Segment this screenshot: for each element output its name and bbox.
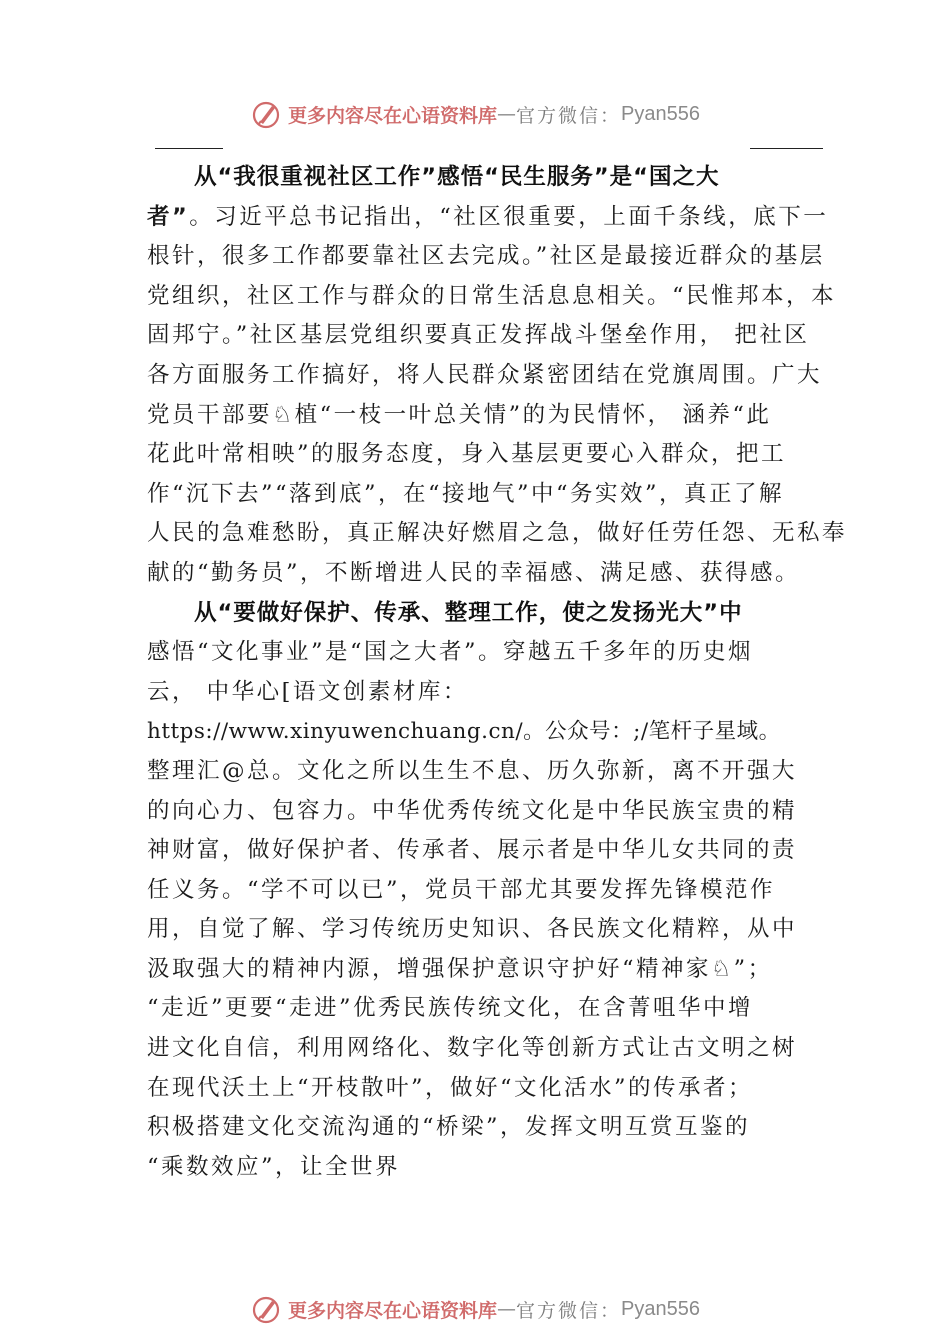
text-line: 积极搭建文化交流沟通的“桥梁”，发挥文明互赏互鉴的 <box>147 1114 751 1141</box>
text-line: “乘数效应”，让全世界 <box>147 1153 401 1180</box>
text-line: 的向心力、包容力。中华优秀传统文化是中华民族宝贵的精 <box>147 797 798 824</box>
text-line: 各方面服务工作搞好，将人民群众紧密团结在党旗周围。广大 <box>147 361 823 388</box>
banner-title: 更多内容尽在心语资料库 <box>288 1299 498 1322</box>
document-body <box>147 158 848 1187</box>
text-line: 党组织，社区工作与群众的日常生活息息相关。“民惟邦本，本 <box>147 282 837 309</box>
text-line: 神财富，做好保护者、传承者、展示者是中华儿女共同的责 <box>147 837 798 864</box>
text-line: 任义务。“学不可以已”，党员干部尤其要发挥先锋模范作 <box>147 876 776 903</box>
text-line: 人民的急难愁盼，真正解决好燃眉之急，做好任劳任怨、无私奉 <box>147 520 848 547</box>
text-fragment: 。习近平总书记指出，“社区很重要，上面千条线，底下一 <box>189 203 829 230</box>
text-line: 从“我很重视社区工作”感悟“民生服务”是“国之大 <box>194 164 720 190</box>
text-line: 用，自觉了解、学习传统历史知识、各民族文化精粹，从中 <box>147 916 798 943</box>
text-line: 感悟“文化事业”是“国之大者”。穿越五千多年的历史烟 <box>147 639 754 666</box>
quill-logo-icon <box>250 98 282 130</box>
banner-wechat-id: Pyan556 <box>621 1297 700 1320</box>
text-line: 花此叶常相映”的服务态度，身入基层更要心入群众，把工 <box>147 441 787 468</box>
quill-logo-icon <box>250 1293 282 1325</box>
banner-separator: — <box>497 103 517 125</box>
text-line: 固邦宁。”社区基层党组织要真正发挥战斗堡垒作用， 把社区 <box>147 322 810 349</box>
header-banner <box>0 94 950 134</box>
banner-title: 更多内容尽在心语资料库 <box>288 104 498 127</box>
text-line: 进文化自信，利用网络化、数字化等创新方式让古文明之树 <box>147 1035 798 1062</box>
banner-wechat-label: 官方微信： <box>516 1299 622 1322</box>
text-line: 汲取强大的精神内源，增强保护意识守护好“精神家♘”； <box>147 955 773 982</box>
text-line: 从“要做好保护、传承、整理工作，使之发扬光大”中 <box>194 599 743 626</box>
text-line: 根针，很多工作都要靠社区去完成。”社区是最接近群众的基层 <box>147 243 825 270</box>
banner-wechat-label: 官方微信： <box>516 104 622 127</box>
text-line: 在现代沃土上“开枝散叶”，做好“文化活水”的传承者； <box>147 1074 754 1101</box>
banner-separator: — <box>497 1298 517 1320</box>
text-line: 作“沉下去”“落到底”，在“接地气”中“务实效”，真正了解 <box>147 480 785 507</box>
text-line <box>147 198 837 238</box>
text-line: 党员干部要♘植“一枝一叶总关情”的为民情怀， 涵养“此 <box>147 401 772 428</box>
text-line: “走近”更要“走进”优秀民族传统文化，在含菁咀华中增 <box>147 995 754 1022</box>
header-rule-right <box>750 148 823 149</box>
text-line: 献的“勤务员”，不断增进人民的幸福感、满足感、获得感。 <box>147 559 801 586</box>
header-rule-left <box>155 148 223 149</box>
bold-heading-fragment: 者” <box>147 203 190 230</box>
banner-wechat-id: Pyan556 <box>621 102 700 125</box>
footer-banner <box>0 1289 950 1329</box>
text-line: https://www.xinyuwenchuang.cn/。公众号：;/笔杆子星域。 <box>147 719 781 745</box>
text-line: 云， 中华心[语文创素材库： <box>147 678 468 705</box>
text-line: 整理汇@总。文化之所以生生不息、历久弥新，离不开强大 <box>147 757 798 784</box>
